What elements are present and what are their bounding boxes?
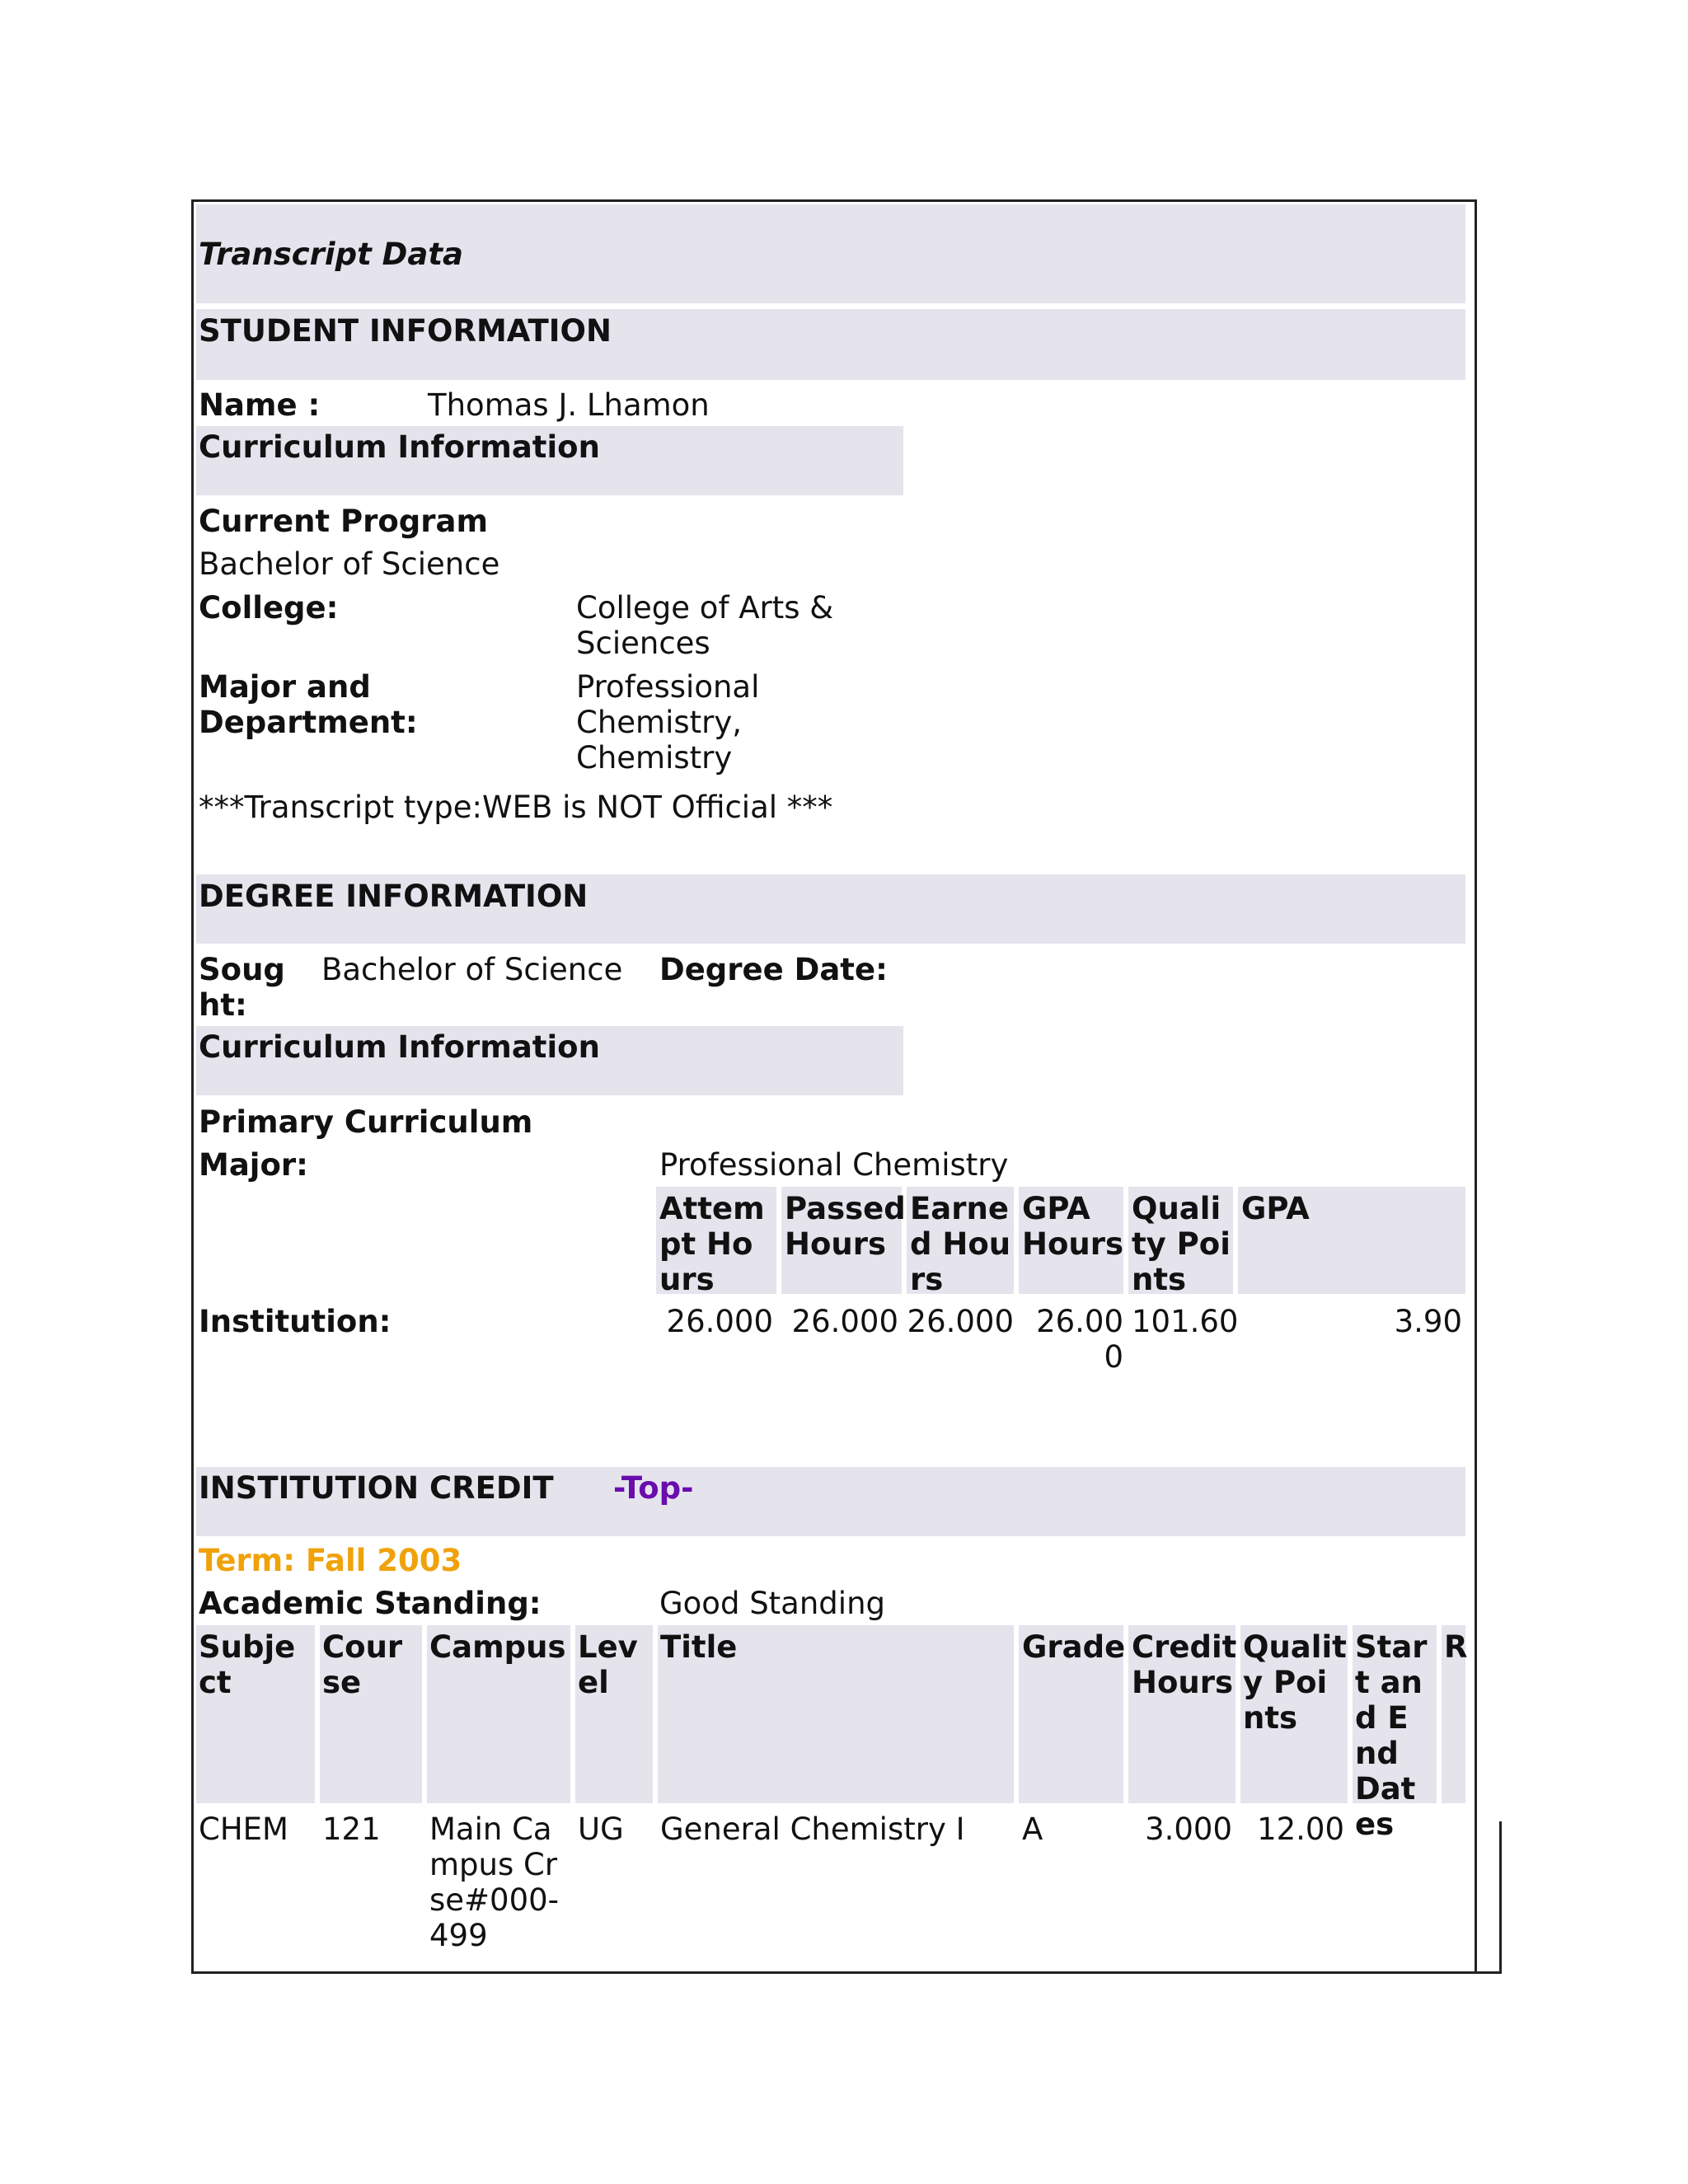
term-label: Term: Fall 2003 <box>199 1543 462 1578</box>
totals-header-quality: Quality Points <box>1132 1191 1231 1297</box>
current-program-value: Bachelor of Science <box>199 546 500 582</box>
primary-curriculum-label: Primary Curriculum <box>199 1104 533 1140</box>
top-link[interactable]: -Top- <box>613 1470 694 1506</box>
major-dept-value: Professional Chemistry, Chemistry <box>576 669 760 776</box>
current-program-label: Current Program <box>199 504 489 539</box>
row-grade: A <box>1022 1811 1043 1847</box>
credit-section-header: INSTITUTION CREDIT <box>199 1470 554 1506</box>
sought-label: Sought: <box>199 952 285 1023</box>
col-credit-hours: Credit Hours <box>1132 1629 1237 1700</box>
row-campus: Main Campus Crse#000-499 <box>429 1811 560 1953</box>
col-dates: Start and End Dates <box>1355 1629 1428 1842</box>
row-subject: CHEM <box>199 1811 288 1847</box>
col-course: Course <box>322 1629 403 1700</box>
totals-header-earned: Earned Hours <box>910 1191 1011 1297</box>
totals-header-gpa: GPA <box>1241 1191 1310 1226</box>
totals-header-gpa-hours: GPA Hours <box>1022 1191 1123 1262</box>
major-value: Professional Chemistry <box>659 1147 1009 1183</box>
col-r: R <box>1444 1629 1468 1665</box>
row-level: UG <box>578 1811 624 1847</box>
col-quality-points: Quality Points <box>1243 1629 1347 1736</box>
curriculum-header: Curriculum Information <box>199 429 600 465</box>
page-title: Transcript Data <box>199 237 464 272</box>
totals-passed-value: 26.000 <box>791 1304 898 1339</box>
degree-section-header: DEGREE INFORMATION <box>199 879 588 914</box>
frame-edge <box>191 1971 1502 1974</box>
name-value: Thomas J. Lhamon <box>428 387 710 423</box>
name-label: Name : <box>199 387 321 423</box>
row-quality-points: 12.00 <box>1257 1811 1344 1847</box>
col-title: Title <box>660 1629 738 1665</box>
college-label: College: <box>199 590 339 626</box>
frame-edge <box>1499 1821 1502 1974</box>
totals-quality-value: 101.60 <box>1132 1304 1239 1339</box>
row-course: 121 <box>322 1811 381 1847</box>
academic-standing-value: Good Standing <box>659 1586 886 1621</box>
totals-gpa-value: 3.90 <box>1394 1304 1462 1339</box>
totals-earned-value: 26.000 <box>907 1304 1014 1339</box>
major-label: Major: <box>199 1147 308 1183</box>
col-subject: Subject <box>199 1629 296 1700</box>
sought-value: Bachelor of Science <box>321 952 623 987</box>
col-grade: Grade <box>1022 1629 1126 1665</box>
totals-header-passed: Passed Hours <box>785 1191 906 1262</box>
institution-label: Institution: <box>199 1304 392 1339</box>
totals-gpa-hours-value: 26.000 <box>1036 1304 1123 1375</box>
degree-date-label: Degree Date: <box>659 952 888 987</box>
col-level: Level <box>578 1629 638 1700</box>
totals-header-attempt: Attempt Hours <box>659 1191 765 1297</box>
student-section-header: STUDENT INFORMATION <box>199 313 612 349</box>
totals-attempt-value: 26.000 <box>666 1304 773 1339</box>
academic-standing-label: Academic Standing: <box>199 1586 542 1621</box>
col-campus: Campus <box>429 1629 566 1665</box>
row-credit-hours: 3.000 <box>1145 1811 1232 1847</box>
row-title: General Chemistry I <box>660 1811 965 1847</box>
major-dept-label: Major and Department: <box>199 669 418 740</box>
degree-curriculum-header: Curriculum Information <box>199 1029 600 1065</box>
college-value: College of Arts & Sciences <box>576 590 834 661</box>
transcript-type-notice: ***Transcript type:WEB is NOT Official *** <box>199 790 833 825</box>
